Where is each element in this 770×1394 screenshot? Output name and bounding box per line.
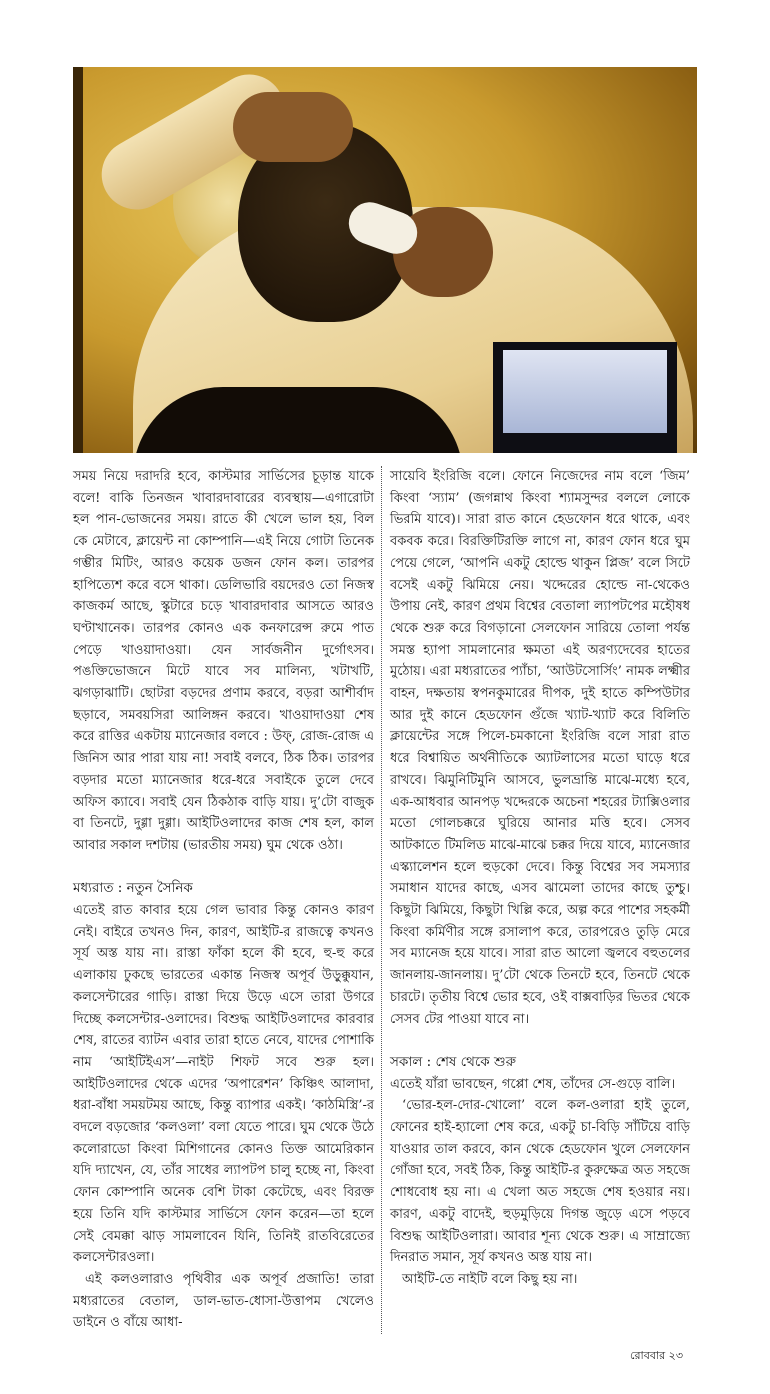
office-chair (133, 387, 463, 453)
page-folio: রোববার ২৩ (630, 1349, 683, 1363)
paragraph: এতেই যাঁরা ভাবছেন, গপ্পো শেষ, তাঁদের সে-গুড়ে বালি। (390, 1076, 676, 1092)
article-columns (73, 466, 697, 1334)
article-photo (73, 67, 697, 453)
hand-on-head (233, 92, 353, 162)
closing-line: আইটি-তে নাইটি বলে কিছু হয় না। (402, 1272, 578, 1287)
right-column (382, 466, 690, 1334)
section-heading-morning: সকাল : শেষ থেকে শুরু (390, 1053, 517, 1070)
paragraph: এই কলওলারাও পৃথিবীর এক অপূর্ব প্রজাতি! তারা মধ্যরাতের বেতাল, ডাল-ভাত-ধোসা-উত্তাপম খেলেও ডাইনে ও বাঁয়ে আধা- (73, 1272, 374, 1331)
computer-monitor (493, 342, 677, 453)
paragraph: সায়েবি ইংরিজি বলে। ফোনে নিজেদের নাম বলে ‘জিম’ কিংবা ‘স্যাম’ (জগন্নাথ কিংবা শ্যামসুন্দর বললে লোকে ভিরমি যাবে)। সারা রাত কানে হেডফোন ধরে থাকে, এবং বকবক করে। বিরক্তিটিরক্তি লাগে না, কারণ ফোন ধরে ঘুম পেয়ে গেলে, ‘আপনি একটু হোল্ডে থাকুন প্লিজ’ বলে সিটে বসেই একটু ঝিমিয়ে নেয়। খদ্দেরের হোল্ডে না-থেকেও উপায় নেই, কারণ প্রথম বিশ্বের বেতালা ল্যাপটপের মহৌষধ থেকে শুরু করে বিগড়ানো সেলফোন সারিয়ে তোলা পর্যন্ত সমস্ত হ্যাপা সামলানোর ক্ষমতা এই অরণ্যদেবের হাতের মুঠোয়। এরা মধ্যরাতের প্যাঁচা, ‘আউটসোর্সিং’ নামক লক্ষ্মীর বাহন, দক্ষতায় স্বপনকুমারের দীপক, দুই হাতে কম্পিউটার আর দুই কানে হেডফোন গুঁজে খ্যাট-খ্যাট করে বিলিতি ক্লায়েন্টের সঙ্গে পিলে-চমকানো ইংরিজি বলে সারা রাত ধরে বিশ্বায়িত অর্থনীতিকে অ্যাটলাসের মতো ঘাড়ে ধরে রাখবে। ঝিমুনিটিমুনি আসবে, ভুলভ্রান্তি মাঝে-মধ্যে হবে, এক-আধবার আনপড় খদ্দেরকে অচেনা শহরের ট্যাক্সিওলার মতো গোলচক্করে ঘুরিয়ে আনার মত্তি হবে। সেসব আটকাতে টিমলিড মাঝে-মাঝে চক্কর দিয়ে যাবে, ম্যানেজার এস্ক্যালেশন হলে হুড়কো দেবে। কিন্তু বিশ্বের সব সমস্যার সমাধান যাদের কাছে, এসব ঝামেলা তাদের কাছে তুশ্চু। কিছুটা ঝিমিয়ে, কিছুটা খিল্লি করে, অল্প করে পাশের সহকর্মী কিংবা কর্মিণীর সঙ্গে রসালাপ করে, তারপরেও তুড়ি মেরে সব ম্যানেজ হয়ে যাবে। সারা রাত আলো জ্বলবে বহুতলের জানলায়-জানলায়। দু’টো থেকে তিনটে হবে, তিনটে থেকে চারটে। তৃতীয় বিশ্বে ভোর হবে, ওই বাক্সবাড়ির ভিতর থেকে সেসব টের পাওয়া যাবে না। (390, 469, 690, 1027)
paragraph: ‘ভোর-হল-দোর-খোলো’ বলে কল-ওলারা হাই তুলে, ফোনের হাই-হ্যালো শেষ করে, একটু চা-বিড়ি সাঁটিয়ে বাড়ি যাওয়ার তাল করবে, কান থেকে হেডফোন খুলে সেলফোন গোঁজা হবে, সবই ঠিক, কিন্তু আইটি-র কুরুক্ষেত্র অত সহজে শোধবোধ হয় না। এ খেলা অত সহজে শেষ হওয়ার নয়। কারণ, একটু বাদেই, হুড়মুড়িয়ে দিগন্ত জুড়ে এসে পড়বে বিশুদ্ধ আইটিওলারা। আবার শূন্য থেকে শুরু। এ সাম্রাজ্যে দিনরাত সমান, সূর্য কখনও অস্ত যায় না। (390, 1098, 690, 1266)
paragraph: এতেই রাত কাবার হয়ে গেল ভাবার কিন্তু কোনও কারণ নেই। বাইরে তখনও দিন, কারণ, আইটি-র রাজত্বে কখনও সূর্য অস্ত যায় না। রাস্তা ফাঁকা হলে কী হবে, হু-হু করে এলাকায় ঢুকছে ভারতের একান্ত নিজস্ব অপূর্ব উড়ুক্কুযান, কলসেন্টারের গাড়ি। রাস্তা দিয়ে উড়ে এসে তারা উগরে দিচ্ছে কলসেন্টার-ওলাদের। বিশুদ্ধ আইটিওলাদের কারবার শেষ, রাতের ব্যাটন এবার তারা হাতে নেবে, যাদের পোশাকি নাম ‘আইটিইএস’—নাইট শিফট সবে শুরু হল। আইটিওলাদের থেকে এদের ‘অপারেশন’ কিঞ্চিৎ আলাদা, ধরা-বাঁধা সময়টময় আছে, কিন্তু ব্যাপার একই। ‘কাঠমিস্ত্রি’-র বদলে বড়জোর ‘কলওলা’ বলা যেতে পারে। ঘুম থেকে উঠে কলোরাডো কিংবা মিশিগানের কোনও তিক্ত আমেরিকান যদি দ্যাখেন, যে, তাঁর সাধের ল্যাপটপ চালু হচ্ছে না, কিংবা ফোন কোম্পানি অনেক বেশি টাকা কেটেছে, এবং বিরক্ত হয়ে তিনি যদি কাস্টমার সার্ভিসে ফোন করেন—তা হলে সেই বেমক্কা ঝাড় সামলাবেন যিনি, তিনিই রাতবিরেতের কলসেন্টারওলা। (73, 903, 374, 1266)
paragraph: সময় নিয়ে দরাদরি হবে, কাস্টমার সার্ভিসের চূড়ান্ত যাকে বলে! বাকি তিনজন খাবারদাবারের ব্যবস্থায়—এগারোটা হল পান-ভোজনের সময়। রাতে কী খেলে ভাল হয়, বিল কে মেটাবে, ক্লায়েন্ট না কোম্পানি—এই নিয়ে গোটা তিনেক গম্ভীর মিটিং, আরও কয়েক ডজন ফোন কল। তারপর হাপিত্যেশ করে বসে থাকা। ডেলিভারি বয়দেরও তো নিজস্ব কাজকর্ম আছে, স্কুটারে চড়ে খাবারদাবার আসতে আরও ঘণ্টাখানেক। তারপর কোনও এক কনফারেন্স রুমে পাত পেড়ে খাওয়াদাওয়া। যেন সার্বজনীন দুর্গোৎসব। পঙক্তিভোজনে মিটে যাবে সব মালিন্য, খটাখটি, ঝগড়াঝাটি। ছোটরা বড়দের প্রণাম করবে, বড়রা আশীর্বাদ ছড়াবে, সমবয়সিরা আলিঙ্গন করবে। খাওয়াদাওয়া শেষ করে রাত্তির একটায় ম্যানেজার বলবে : উফ্, রোজ-রোজ এ জিনিস আর পারা যায় না! সবাই বলবে, ঠিক ঠিক। তারপর বড়দার মতো ম্যানেজার ধরে-ধরে সবাইকে তুলে দেবে অফিস ক্যাবে। সবাই যেন ঠিকঠাক বাড়ি যায়। দু’টো বাজুক বা তিনটে, দুগ্গা দুগ্গা। আইটিওলাদের কাজ শেষ হল, কাল আবার সকাল দশটায় (ভারতীয় সময়) ঘুম থেকে ওঠা। (73, 469, 374, 853)
section-heading-midnight: মধ্যরাত : নতুন সৈনিক (73, 880, 193, 897)
photo-wall-edge (73, 67, 83, 453)
monitor-screen (503, 350, 667, 433)
left-column (73, 466, 381, 1334)
